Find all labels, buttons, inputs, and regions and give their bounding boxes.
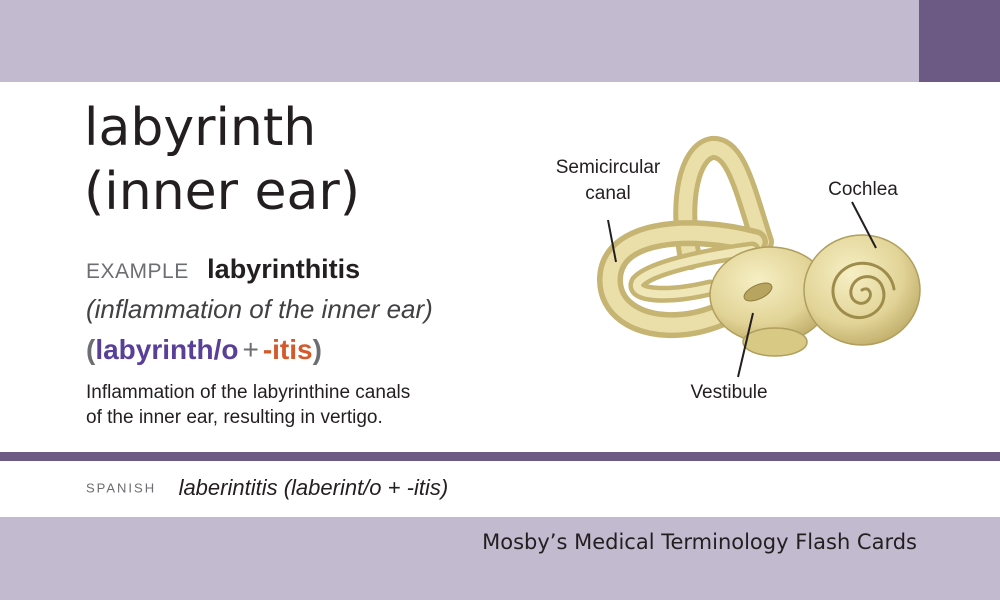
- spanish-term: laberintitis (laberint/o + -itis): [178, 475, 449, 500]
- label-cochlea: Cochlea: [828, 179, 898, 200]
- term-title: [84, 96, 360, 224]
- top-band: [0, 0, 919, 82]
- top-corner-accent: [919, 0, 1000, 82]
- description: [86, 380, 526, 430]
- breakdown-suffix: -itis: [262, 334, 313, 365]
- example-definition: (inflammation of the inner ear): [86, 294, 433, 324]
- example-label: EXAMPLE: [86, 260, 189, 283]
- description-line-2: of the inner ear, resulting in vertigo.: [86, 407, 383, 428]
- series-title: Mosby’s Medical Terminology Flash Cards: [482, 530, 917, 554]
- breakdown-root: labyrinth/o: [95, 334, 239, 365]
- spanish-label: SPANISH: [86, 480, 157, 496]
- breakdown-close-paren: ): [312, 334, 322, 365]
- label-semicircular-canal-line-1: Semicircular: [555, 157, 661, 178]
- term-line-1: labyrinth: [84, 98, 317, 158]
- example-row: [86, 254, 360, 285]
- inner-ear-diagram: [540, 130, 940, 410]
- breakdown-plus: +: [242, 334, 259, 365]
- word-breakdown: [86, 334, 322, 366]
- spanish-row: [86, 475, 448, 501]
- breakdown-open-paren: (: [86, 334, 96, 365]
- label-vestibule: Vestibule: [690, 382, 768, 403]
- example-word: labyrinthitis: [207, 254, 361, 284]
- description-line-1: Inflammation of the labyrinthine canals: [86, 382, 411, 403]
- label-semicircular-canal-line-2: canal: [585, 183, 631, 204]
- inner-ear-illustration: [540, 130, 940, 410]
- term-line-2: (inner ear): [84, 162, 361, 222]
- section-divider: [0, 452, 1000, 461]
